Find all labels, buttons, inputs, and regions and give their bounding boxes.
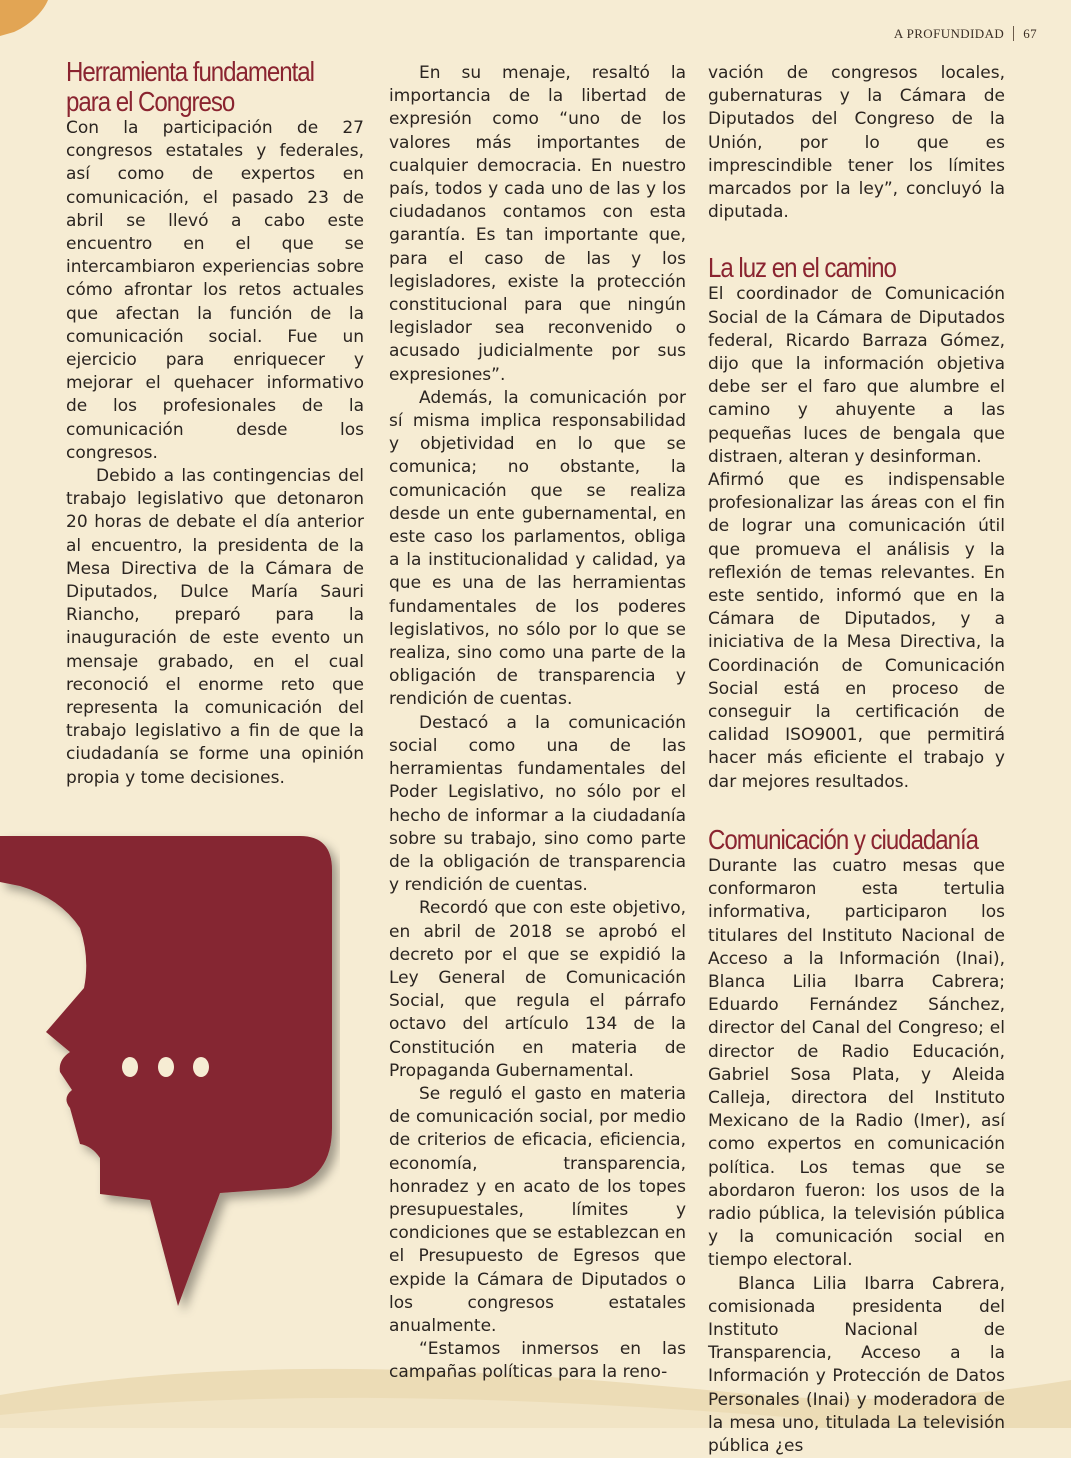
col1-paragraph-2: Debido a las contingencias del trabajo legislativo que detonaron 20 horas de debate el día anterior al encuentro, la presidenta de la Mesa Directiva de la Cámara de Diputados, Dulce María Sauri Riancho, preparó para la inauguración de este evento un mensaje grabado, en el cual reconoció el enorme reto que representa la comunicación del trabajo legislativo a fin de que la ciudadanía se forme una opinión propia y tome decisiones. [66,466,364,788]
header-divider [1013,26,1014,41]
column-2 [389,62,686,1385]
heading-herramienta-line2: para el Congreso [66,86,235,117]
col3-paragraph-1: vación de congresos locales, gubernaturas y la Cámara de Diputados del Congreso de la Unión, por lo que es imprescindible tener los límites marcados por la ley”, concluyó la diputada. [708,63,1005,223]
running-header [894,26,1037,42]
heading-herramienta [66,57,314,117]
section-name: A PROFUNDIDAD [893,26,1005,41]
col3-paragraph-3: Afirmó que es indispensable profesionalizar las áreas con el fin de lograr una comunicación útil que promueva el análisis y la reflexión de temas relevantes. En este sentido, informó que en la Cámara de Diputados, y a iniciativa de la Mesa Directiva, la Coordinación de Comunicación Social está en proceso de conseguir la certificación de calidad ISO9001, que permitirá hacer más eficiente el trabajo y dar mejores resultados. [708,470,1005,792]
ellipsis-dot-1 [122,1057,138,1077]
col1-paragraph-1: Con la participación de 27 congresos estatales y federales, así como de expertos en comunicación, el pasado 23 de abril se llevó a cabo este encuentro en el que se intercambiaron experiencias sobre cómo afrontar los retos actuales que afectan la función de la comunicación social. Fue un ejercicio para enriquecer y mejorar el quehacer informativo de los profesionales de la comunicación desde los congresos. [66,118,364,463]
col2-paragraph-1: En su menaje, resaltó la importancia de la libertad de expresión como “uno de los valores más importantes de cualquier democracia. En nuestro país, todos y cada uno de las y los ciudadanos contamos con esta garantía. Es tan importante que, para el caso de las y los legisladores, existe la protección constitucional para que ningún legislador sea reconvenido o acusado judicialmente por sus expresiones”. [389,63,686,385]
heading-comunicacion-ciudadania: Comunicación y ciudadanía [708,823,979,855]
column-1 [66,117,364,790]
heading-herramienta-line1: Herramienta fundamental [66,56,314,87]
left-orange-edge [0,0,48,36]
col3-paragraph-5: Blanca Lilia Ibarra Cabrera, comisionada presidenta del Instituto Nacional de Transparencia, Acceso a la Información y Protección de Datos Personales (Inai) y moderadora de la mesa uno, titulada La televisión pública ¿es [708,1273,1005,1456]
speech-bubble-head-icon [0,828,340,1318]
col2-paragraph-2: Además, la comunicación por sí misma implica responsabilidad y objetividad en lo que se comunica; no obstante, la comunicación que se realiza desde un ente gubernamental, en este caso los parlamentos, obliga a la institucionalidad y calidad, ya que es una de las herramientas fundamentales de los poderes legislativos, no sólo por lo que se realiza, sino como una parte de la obligación de transparencia y rendición de cuentas. [389,387,686,710]
col3-paragraph-2: El coordinador de Comunicación Social de la Cámara de Diputados federal, Ricardo Barraza Gómez, dijo que la información objetiva debe ser el faro que alumbre el camino y ahuyente a las pequeñas luces de bengala que distraen, alteran y desinforman. [708,284,1005,467]
col2-paragraph-5: Se reguló el gasto en materia de comunicación social, por medio de criterios de eficacia, eficiencia, economía, transparencia, honradez y en acato de los topes presupuestales, límites y condiciones que se establezcan en el Presupuesto de Egresos que expide la Cámara de Diputados o los congresos estatales anualmente. [389,1083,686,1336]
col2-paragraph-3: Destacó a la comunicación social como una de las herramientas fundamentales del Poder Legislativo, no sólo por el hecho de informar a la ciudadanía sobre su trabajo, sino como parte de la obligación de transparencia y rendición de cuentas. [389,712,686,896]
ellipsis-dot-3 [193,1057,209,1077]
col3-paragraph-4: Durante las cuatro mesas que conformaron esta tertulia informativa, participaron los titulares del Instituto Nacional de Acceso a la Información (Inai), Blanca Lilia Ibarra Cabrera; Eduardo Fernández Sánchez, director del Canal del Congreso; el director de Radio Educación, Gabriel Sosa Plata, y Aleida Calleja, directora del Instituto Mexicano de la Radio (Imer), así como expertos en comunicación política. Los temas que se abordaron fueron: los usos de la radio pública, la televisión pública y la comunicación social en tiempo electoral. [708,855,1005,1271]
col2-paragraph-4: Recordó que con este objetivo, en abril de 2018 se aprobó el decreto por el que se expidió la Ley General de Comunicación Social, que regula el párrafo octavo del artículo 134 de la Constitución en materia de Propaganda Gubernamental. [389,898,686,1081]
page-number: 67 [1023,26,1037,41]
ellipsis-dot-2 [158,1057,174,1077]
column-3 [708,62,1005,1458]
col2-paragraph-6: “Estamos inmersos en las campañas políticas para la reno- [389,1339,686,1383]
heading-luz-camino: La luz en el camino [708,252,896,284]
